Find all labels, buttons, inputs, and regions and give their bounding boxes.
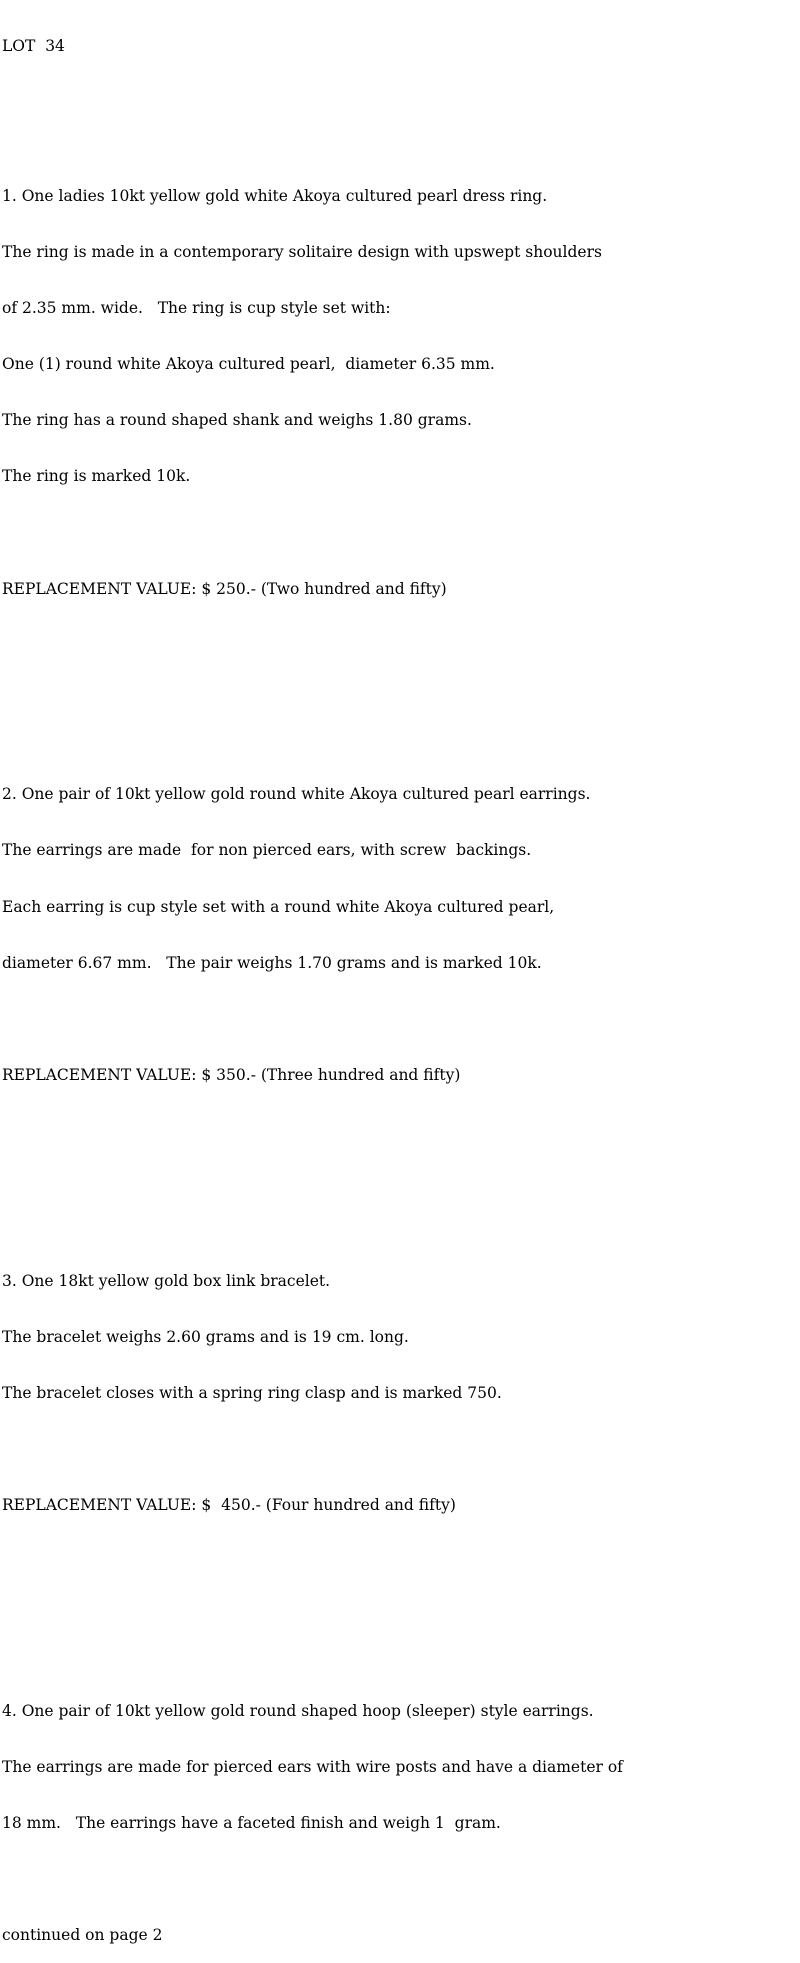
item-1-line-4: One (1) round white Akoya cultured pearl, diameter 6.35 mm. [2,355,495,374]
item-1-line-3: of 2.35 mm. wide. The ring is cup style set with: [2,299,391,318]
item-2-replacement-value: REPLACEMENT VALUE: $ 350.- (Three hundred and fifty) [2,1065,461,1084]
item-1-line-5: The ring has a round shaped shank and weighs 1.80 grams. [2,411,472,430]
item-2-line-2: The earrings are made for non pierced ears, with screw backings. [2,841,532,860]
item-1-line-2: The ring is made in a contemporary solitaire design with upswept shoulders [2,243,602,262]
item-4-line-3: 18 mm. The earrings have a faceted finish and weigh 1 gram. [2,1813,501,1832]
item-3-line-1: 3. One 18kt yellow gold box link bracelet. [2,1271,331,1290]
item-2-line-4: diameter 6.67 mm. The pair weighs 1.70 grams and is marked 10k. [2,953,542,972]
item-1-replacement-value: REPLACEMENT VALUE: $ 250.- (Two hundred and fifty) [2,579,447,598]
item-1-line-6: The ring is marked 10k. [2,467,191,486]
item-3-line-3: The bracelet closes with a spring ring clasp and is marked 750. [2,1383,502,1402]
continued-note: continued on page 2 [2,1925,163,1944]
item-4-line-2: The earrings are made for pierced ears with wire posts and have a diameter of [2,1757,623,1776]
item-4-line-1: 4. One pair of 10kt yellow gold round shaped hoop (sleeper) style earrings. [2,1701,594,1720]
item-3-replacement-value: REPLACEMENT VALUE: $ 450.- (Four hundred and fifty) [2,1495,456,1514]
item-3-line-2: The bracelet weighs 2.60 grams and is 19 cm. long. [2,1327,409,1346]
item-1-line-1: 1. One ladies 10kt yellow gold white Akoya cultured pearl dress ring. [2,187,548,205]
lot-title: LOT 34 [2,37,65,56]
item-2-line-1: 2. One pair of 10kt yellow gold round white Akoya cultured pearl earrings. [2,785,591,804]
item-2-line-3: Each earring is cup style set with a round white Akoya cultured pearl, [2,897,555,916]
document-page [2,0,800,1944]
